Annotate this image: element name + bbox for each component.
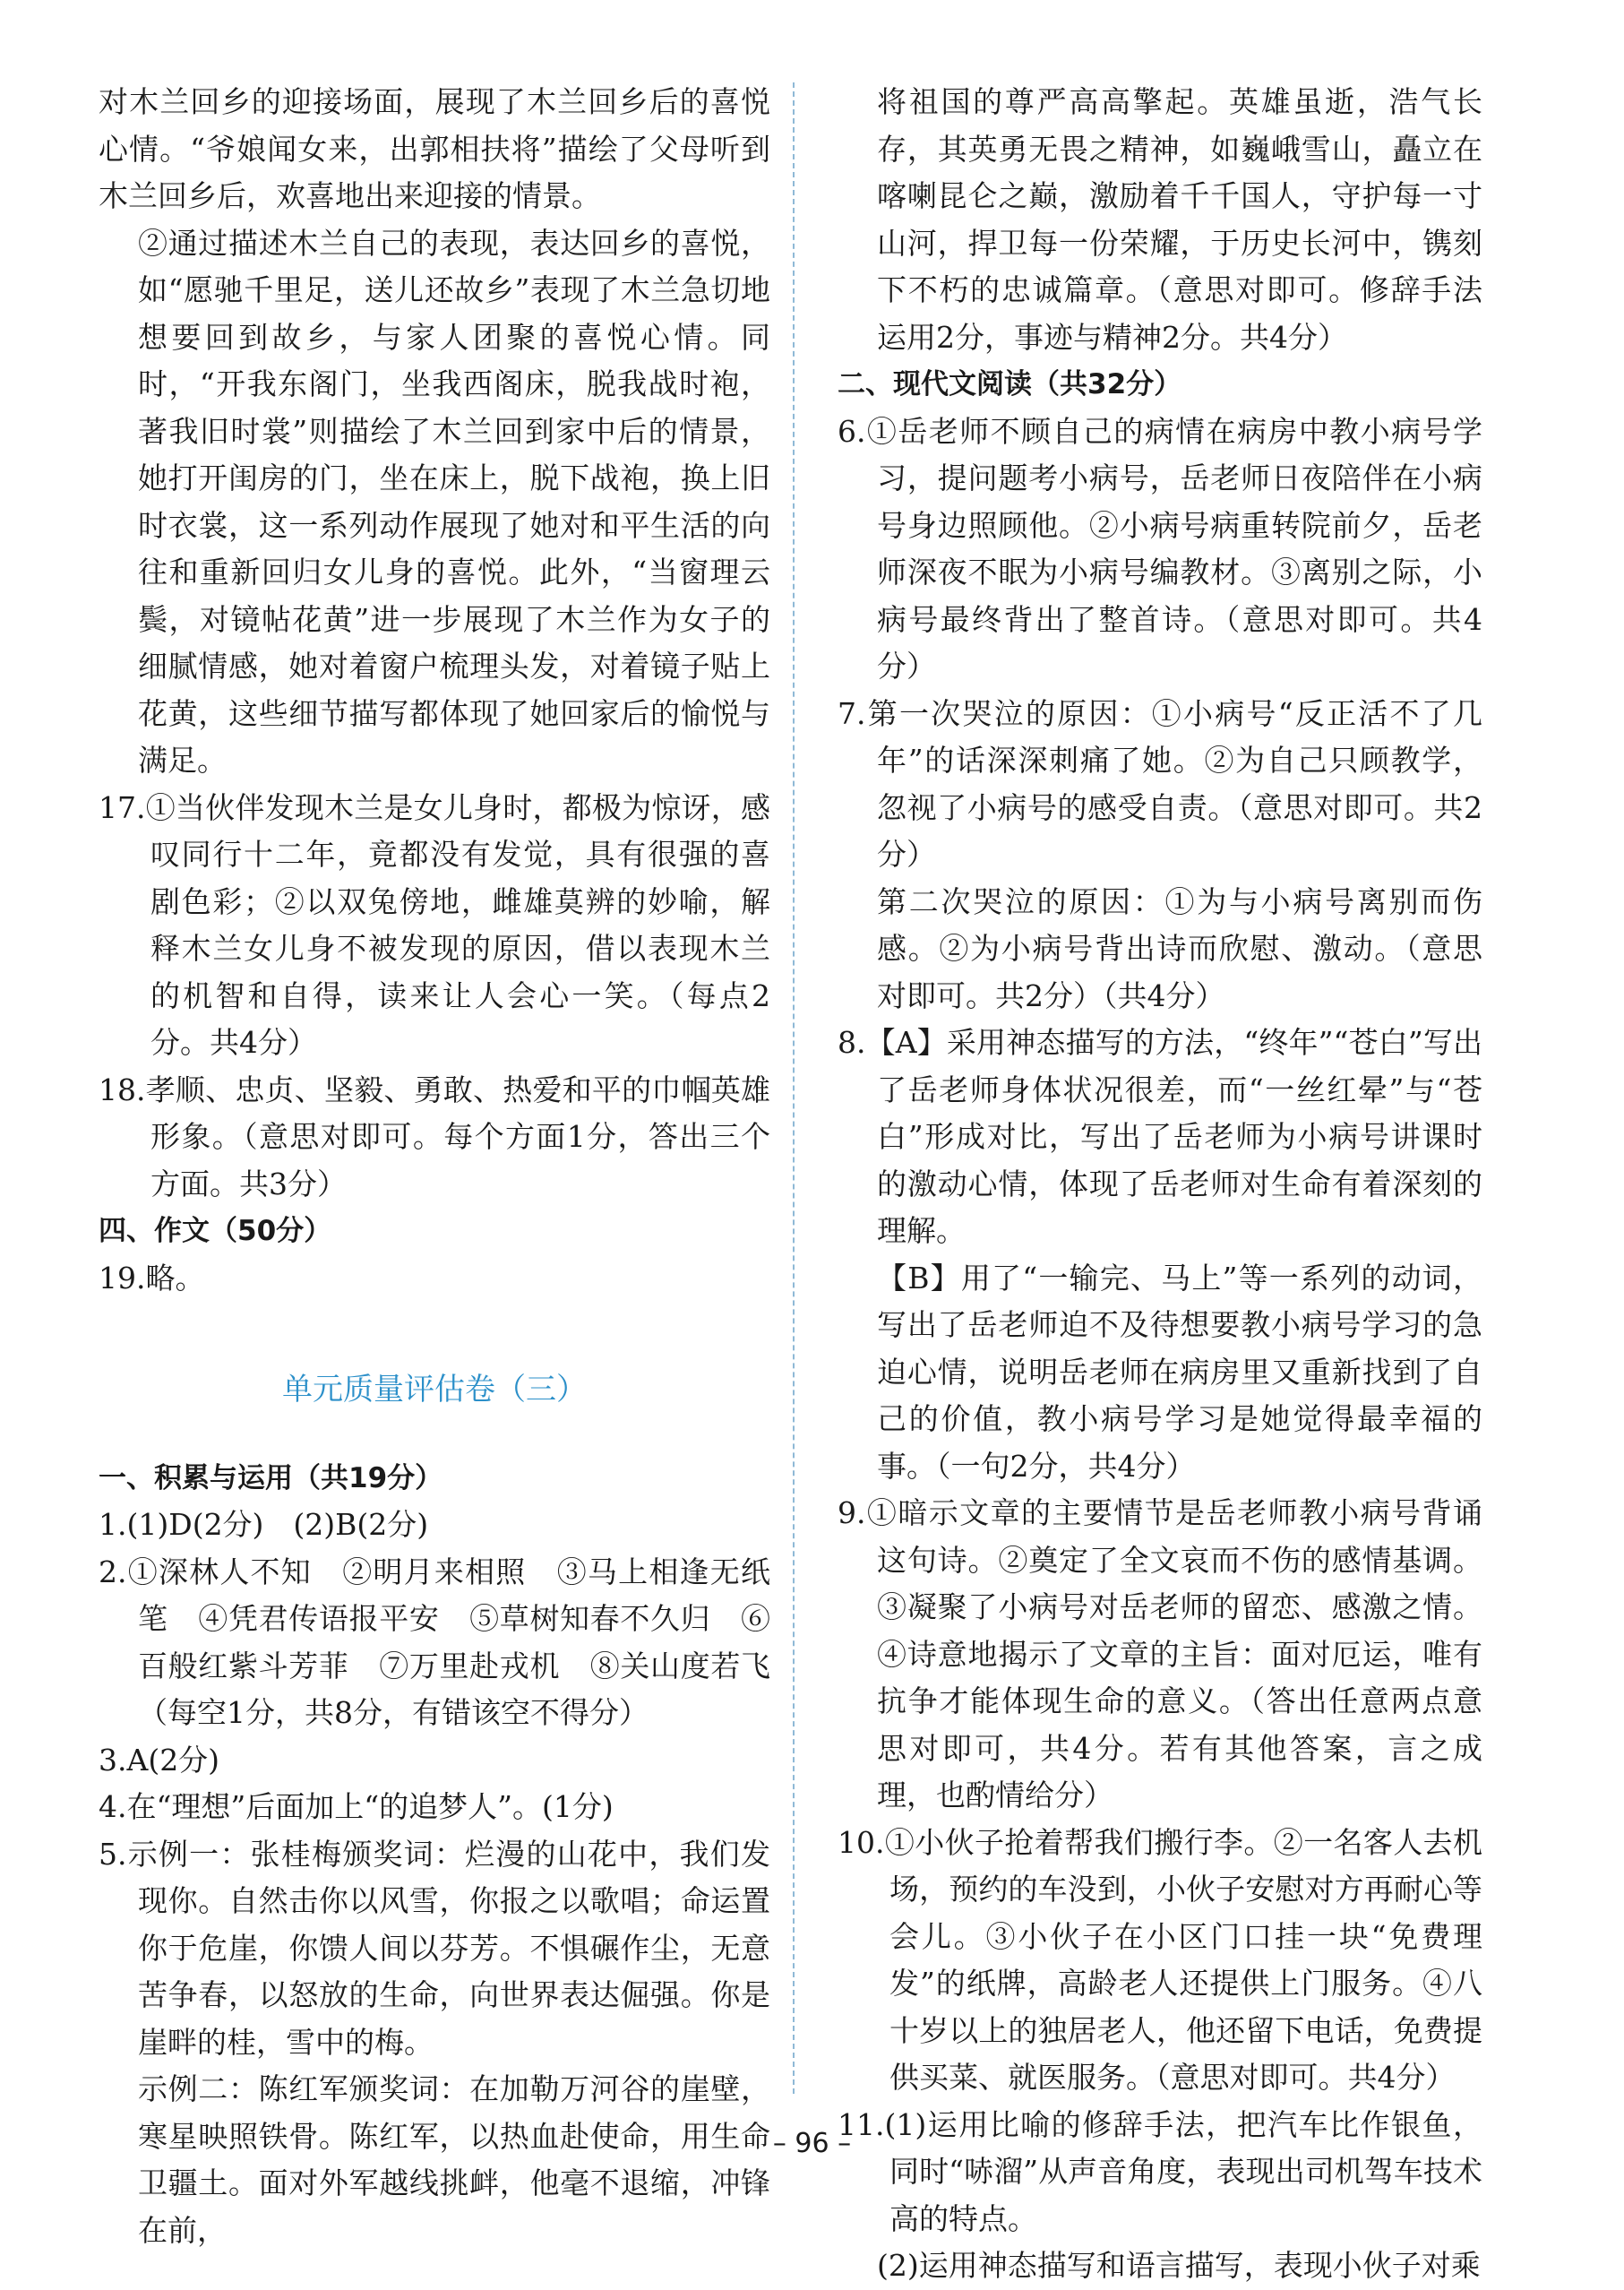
answer-item-2: 2.①深林人不知 ②明月来相照 ③马上相逢无纸笔 ④凭君传语报平安 ⑤草树知春不久归 ⑥百般红紫斗芳菲 ⑦万里赴戎机 ⑧关山度若飞（每空1分，共8分，有错该空不得分） <box>99 1554 770 1730</box>
page-number: – 96 – <box>772 2128 852 2159</box>
answer-item-1: 1.(1)D(2分) (2)B(2分) <box>99 1507 429 1542</box>
right-column <box>838 79 1482 2290</box>
answer-item-7-second: 第二次哭泣的原因：①为与小病号离别而伤感。②为小病号背出诗而欣慰、激动。（意思对即可。共2分）（共4分） <box>877 883 1482 1013</box>
answer-item-6: 6.①岳老师不顾自己的病情在病房中教小病号学习，提问题考小病号，岳老师日夜陪伴在小病号身边照顾他。②小病号病重转院前夕，岳老师深夜不眠为小病号编教材。③离别之际，小病号最终背出了整首诗。（意思对即可。共4分） <box>838 413 1482 684</box>
answer-item-3: 3.A(2分) <box>99 1742 220 1778</box>
answer-item-7: 7.第一次哭泣的原因：①小病号“反正活不了几年”的话深深刺痛了她。②为自己只顾教学，忽视了小病号的感受自责。（意思对即可。共2分） <box>838 695 1482 872</box>
unit-title: 单元质量评估卷（三） <box>282 1372 587 1408</box>
answer-item-5-example-2: 示例二：陈红军颁奖词：在加勒万河谷的崖壁，寒星映照铁骨。陈红军，以热血赴使命，用生命卫疆土。面对外军越线挑衅，他毫不退缩，冲锋在前， <box>138 2071 770 2248</box>
answer-item-10: 10.①小伙子抢着帮我们搬行李。②一名客人去机场，预约的车没到，小伙子安慰对方再耐心等会儿。③小伙子在小区门口挂一块“免费理发”的纸牌，高龄老人还提供上门服务。④八十岁以上的独居老人，他还留下电话，免费提供买菜、就医服务。（意思对即可。共4分） <box>838 1824 1482 2095</box>
answer-item-19: 19.略。 <box>99 1260 205 1296</box>
section-heading-accumulation: 一、积累与运用（共19分） <box>99 1461 443 1494</box>
answer-item-4: 4.在“理想”后面加上“的追梦人”。(1分) <box>99 1789 614 1824</box>
answer-item-17: 17.①当伙伴发现木兰是女儿身时，都极为惊讶，感叹同行十二年，竟都没有发觉，具有很强的喜剧色彩；②以双兔傍地，雌雄莫辨的妙喻，解释木兰女儿身不被发现的原因，借以表现木兰的机智和自得，读来让人会心一笑。（每点2分。共4分） <box>99 789 770 1060</box>
section-heading-reading: 二、现代文阅读（共32分） <box>838 368 1182 400</box>
answer-item-8-b: 【B】用了“一输完、马上”等一系列的动词，写出了岳老师迫不及待想要教小病号学习的急迫心情，说明岳老师在病房里又重新找到了自己的价值，教小病号学习是她觉得最幸福的事。（一句2分，共4分） <box>877 1260 1482 1484</box>
answer-paragraph: 将祖国的尊严高高擎起。英雄虽逝，浩气长存，其英勇无畏之精神，如巍峨雪山，矗立在喀喇昆仑之巅，激励着千千国人，守护每一寸山河，捍卫每一份荣耀，于历史长河中，镌刻下不朽的忠诚篇章。（意思对即可。修辞手法运用2分，事迹与精神2分。共4分） <box>877 84 1482 355</box>
answer-paragraph: 对木兰回乡的迎接场面，展现了木兰回乡后的喜悦心情。“爷娘闻女来，出郭相扶将”描绘了父母听到木兰回乡后，欢喜地出来迎接的情景。 <box>99 84 770 213</box>
answer-item-11-2: (2)运用神态描写和语言描写，表现小伙子对乘 <box>877 2248 1481 2283</box>
section-heading-composition: 四、作文（50分） <box>99 1215 332 1247</box>
answer-item-9: 9.①暗示文章的主要情节是岳老师教小病号背诵这句诗。②奠定了全文哀而不伤的感情基调。③凝聚了小病号对岳老师的留恋、感激之情。④诗意地揭示了文章的主旨：面对厄运，唯有抗争才能体现生命的意义。（答出任意两点意思对即可，共4分。若有其他答案，言之成理，也酌情给分） <box>838 1495 1482 1812</box>
answer-paragraph: ②通过描述木兰自己的表现，表达回乡的喜悦，如“愿驰千里足，送儿还故乡”表现了木兰急切地想要回到故乡，与家人团聚的喜悦心情。同时，“开我东阁门，坐我西阁床，脱我战时袍，著我旧时裳”则描绘了木兰回到家中后的情景，她打开闺房的门，坐在床上，脱下战袍，换上旧时衣裳，这一系列动作展现了她对和平生活的向往和重新回归女儿身的喜悦。此外，“当窗理云鬓，对镜帖花黄”进一步展现了木兰作为女子的细腻情感，她对着窗户梳理头发，对着镜子贴上花黄，这些细节描写都体现了她回家后的愉悦与满足。 <box>138 225 770 778</box>
column-divider <box>793 82 795 2094</box>
left-column <box>99 79 770 2254</box>
answer-item-5: 5.示例一：张桂梅颁奖词：烂漫的山花中，我们发现你。自然击你以风雪，你报之以歌唱；命运置你于危崖，你馈人间以芬芳。不惧碾作尘，无意苦争春，以怒放的生命，向世界表达倔强。你是崖畔的桂，雪中的梅。 <box>99 1836 770 2060</box>
answer-item-8: 8.【A】采用神态描写的方法，“终年”“苍白”写出了岳老师身体状况很差，而“一丝红晕”与“苍白”形成对比，写出了岳老师为小病号讲课时的激动心情，体现了岳老师对生命有着深刻的理解。 <box>838 1025 1482 1248</box>
answer-item-11: 11.(1)运用比喻的修辞手法，把汽车比作银鱼，同时“哧溜”从声音角度，表现出司机驾车技术高的特点。 <box>838 2106 1482 2236</box>
answer-item-18: 18.孝顺、忠贞、坚毅、勇敢、热爱和平的巾帼英雄形象。（意思对即可。每个方面1分，答出三个方面。共3分） <box>99 1072 770 1201</box>
